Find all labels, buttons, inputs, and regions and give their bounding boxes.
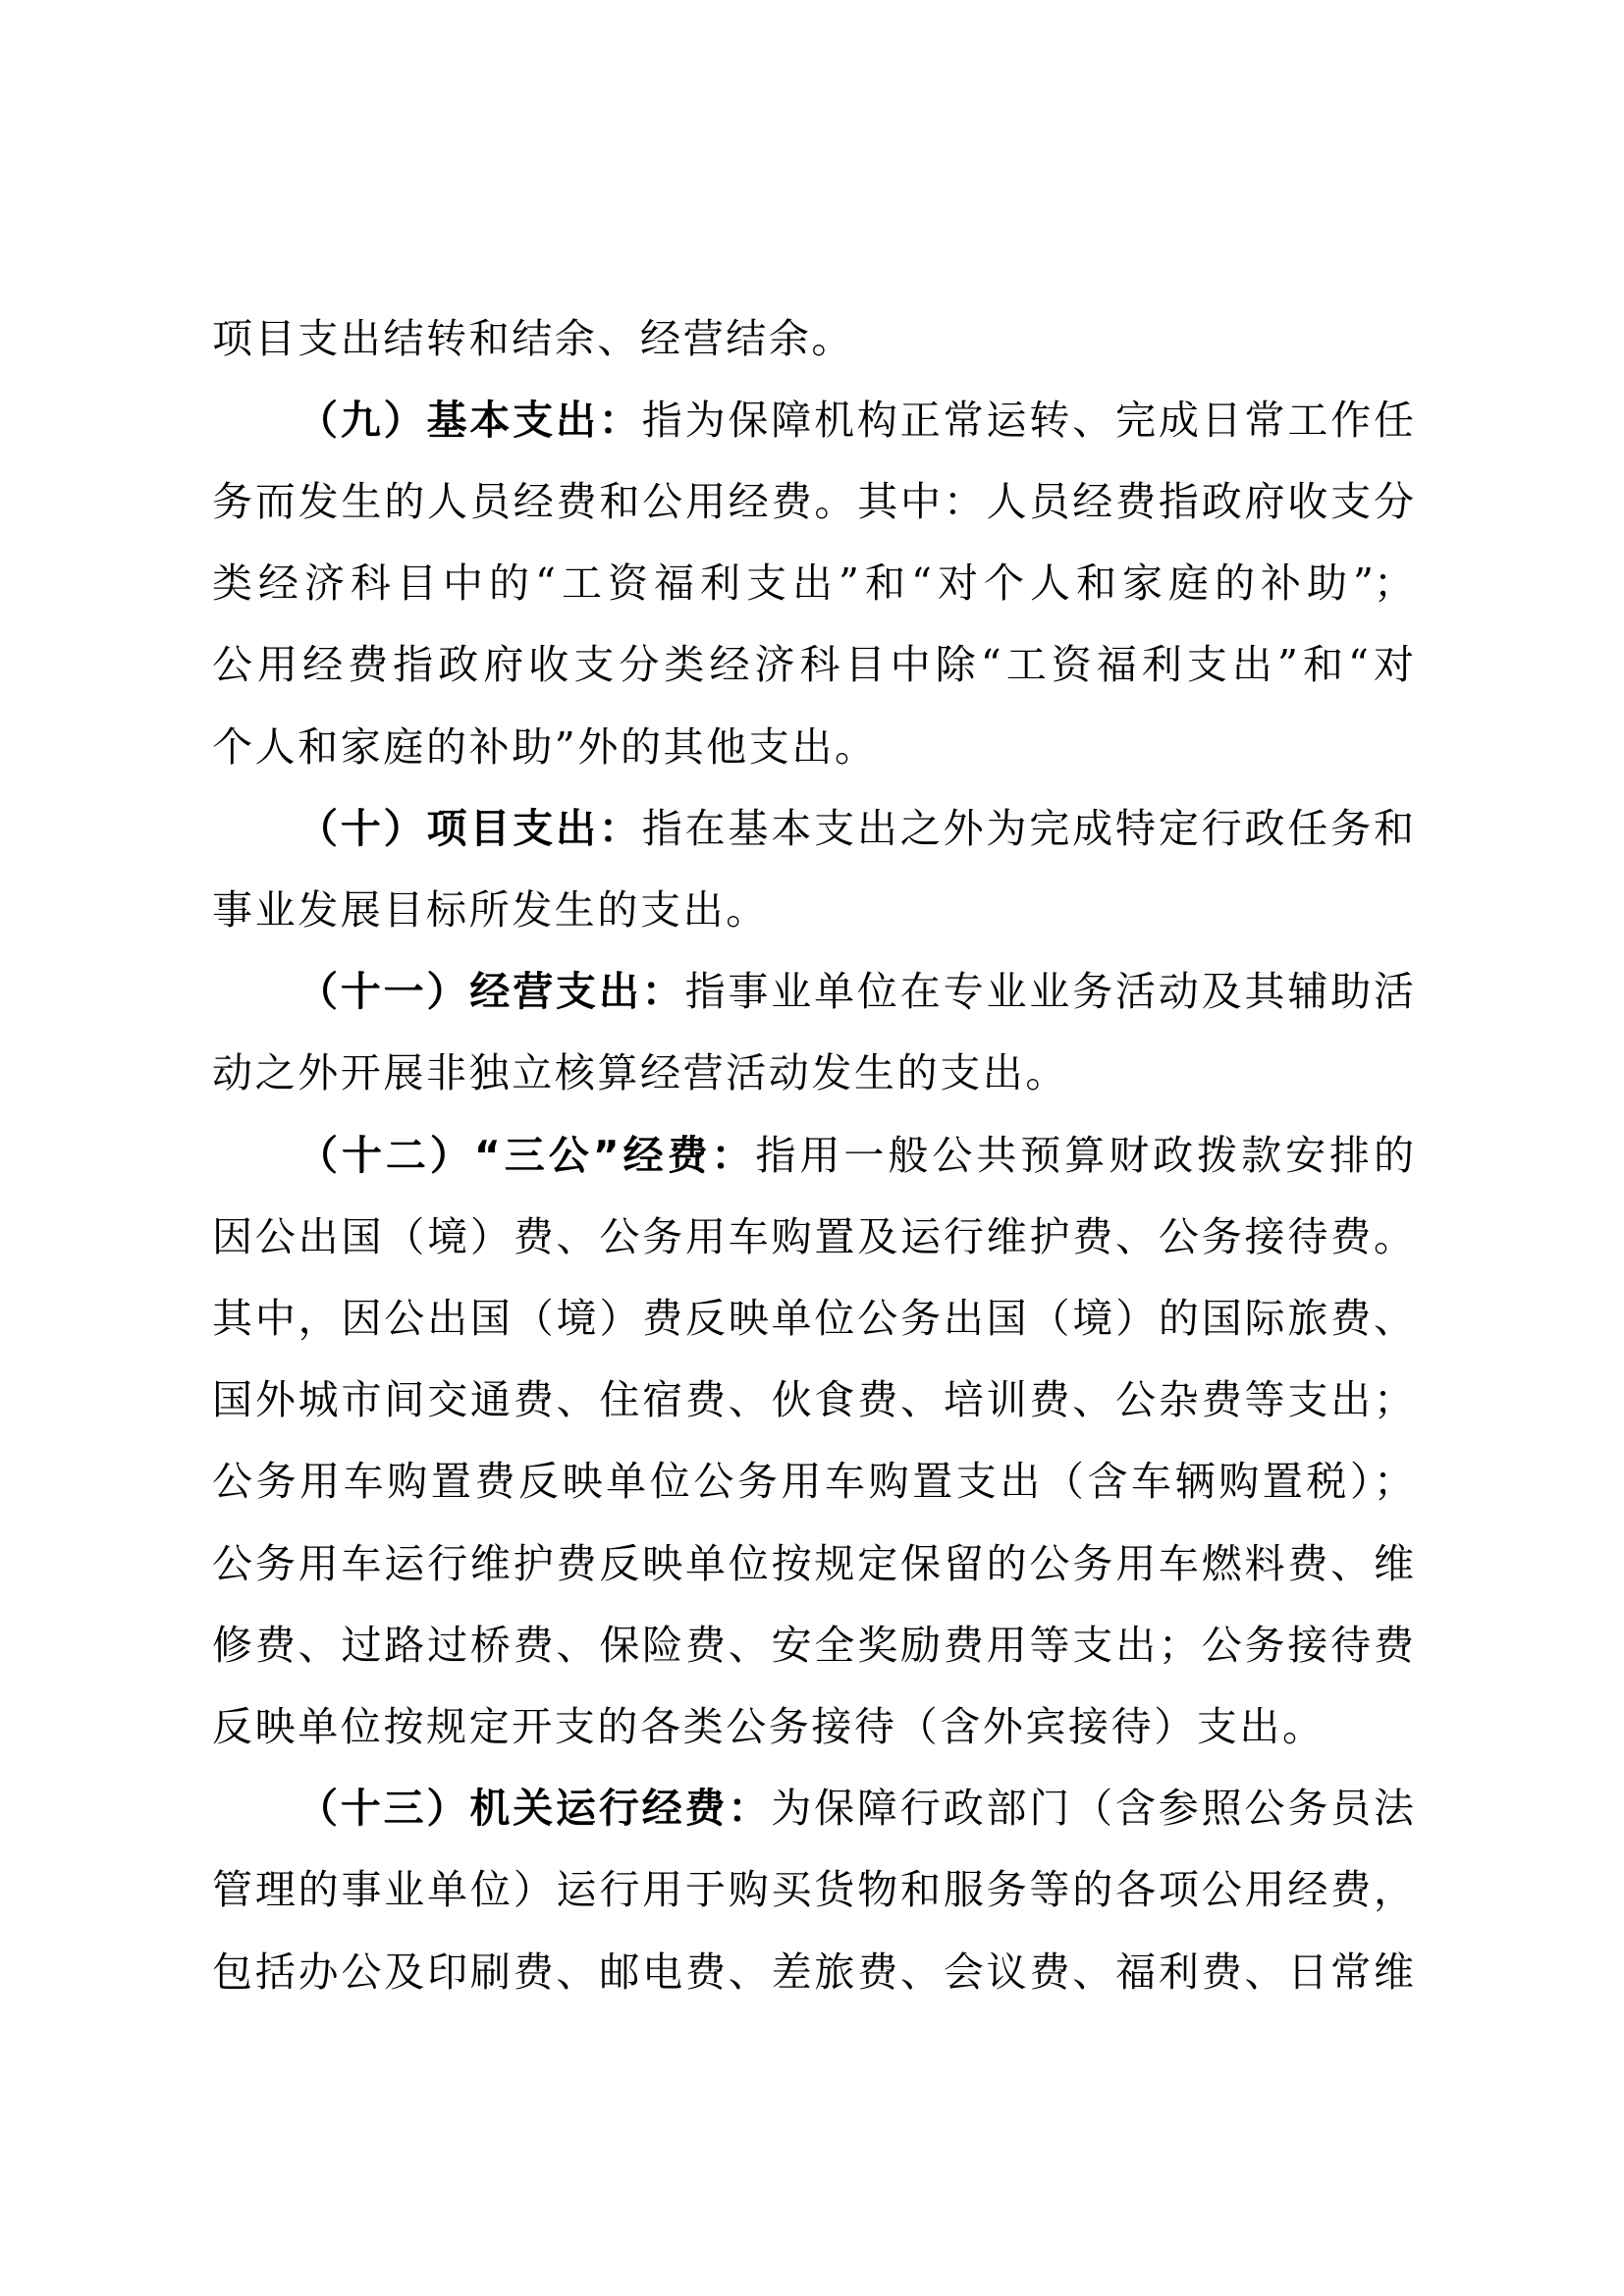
section-heading-project-expenditure: （十）项目支出： <box>298 805 642 852</box>
body-text: 修费、过路过桥费、保险费、安全奖励费用等支出；公务接待费 <box>212 1622 1414 1669</box>
body-text: 管理的事业单位）运行用于购买货物和服务等的各项公用经费， <box>212 1866 1414 1913</box>
section-heading-operating-expenditure: （十一）经营支出： <box>298 968 685 1015</box>
body-text: 反映单位按规定开支的各类公务接待（含外宾接待）支出。 <box>212 1703 1326 1750</box>
paragraph-line <box>212 1605 1414 1686</box>
paragraph-line <box>212 1360 1414 1441</box>
paragraph-line <box>298 380 1414 461</box>
body-text: 国外城市间交通费、住宿费、伙食费、培训费、公杂费等支出； <box>212 1376 1414 1423</box>
body-text: 动之外开展非独立核算经营活动发生的支出。 <box>212 1049 1068 1096</box>
paragraph-line <box>212 298 1414 380</box>
body-text: 为保障行政部门（含参照公务员法 <box>771 1785 1415 1832</box>
body-text: 指在基本支出之外为完成特定行政任务和 <box>641 805 1415 852</box>
paragraph-line <box>298 1768 1414 1849</box>
paragraph-line <box>212 1441 1414 1522</box>
body-text: 其中，因公出国（境）费反映单位公务出国（境）的国际旅费、 <box>212 1295 1414 1342</box>
paragraph-line <box>212 707 1414 788</box>
body-text: 指为保障机构正常运转、完成日常工作任 <box>641 397 1415 444</box>
paragraph-line <box>212 1686 1414 1768</box>
paragraph-line <box>212 624 1414 706</box>
body-text: 因公出国（境）费、公务用车购置及运行维护费、公务接待费。 <box>212 1213 1414 1260</box>
paragraph-line <box>212 1932 1414 2013</box>
body-text: 指用一般公共预算财政拨款安排的 <box>755 1132 1414 1179</box>
body-text: 事业发展目标所发生的支出。 <box>212 886 769 934</box>
body-text: 项目支出结转和结余、经营结余。 <box>212 315 854 362</box>
body-text: 类经济科目中的“工资福利支出”和“对个人和家庭的补助”； <box>212 560 1414 607</box>
paragraph-line <box>212 1278 1414 1360</box>
body-text: 公用经费指政府收支分类经济科目中除“工资福利支出”和“对 <box>212 641 1414 688</box>
paragraph-line <box>212 1849 1414 1931</box>
body-text: 指事业单位在专业业务活动及其辅助活 <box>684 968 1415 1015</box>
section-heading-three-public-expenses: （十二）“三公”经费： <box>298 1132 756 1179</box>
body-text: 公务用车购置费反映单位公务用车购置支出（含车辆购置税）； <box>212 1458 1414 1505</box>
paragraph-line <box>298 788 1414 870</box>
body-text: 个人和家庭的补助”外的其他支出。 <box>212 723 878 771</box>
paragraph-line <box>212 461 1414 543</box>
paragraph-line <box>212 543 1414 624</box>
paragraph-line <box>212 1523 1414 1605</box>
paragraph-line <box>212 870 1414 951</box>
paragraph-line <box>212 1197 1414 1278</box>
body-text: 务而发生的人员经费和公用经费。其中：人员经费指政府收支分 <box>212 478 1414 525</box>
paragraph-line <box>298 1115 1414 1197</box>
section-heading-agency-operating-expenses: （十三）机关运行经费： <box>298 1785 772 1832</box>
body-text: 包括办公及印刷费、邮电费、差旅费、会议费、福利费、日常维 <box>212 1949 1414 1996</box>
section-heading-basic-expenditure: （九）基本支出： <box>298 397 642 444</box>
paragraph-line <box>212 1033 1414 1114</box>
body-text: 公务用车运行维护费反映单位按规定保留的公务用车燃料费、维 <box>212 1540 1414 1587</box>
paragraph-line <box>298 951 1414 1033</box>
